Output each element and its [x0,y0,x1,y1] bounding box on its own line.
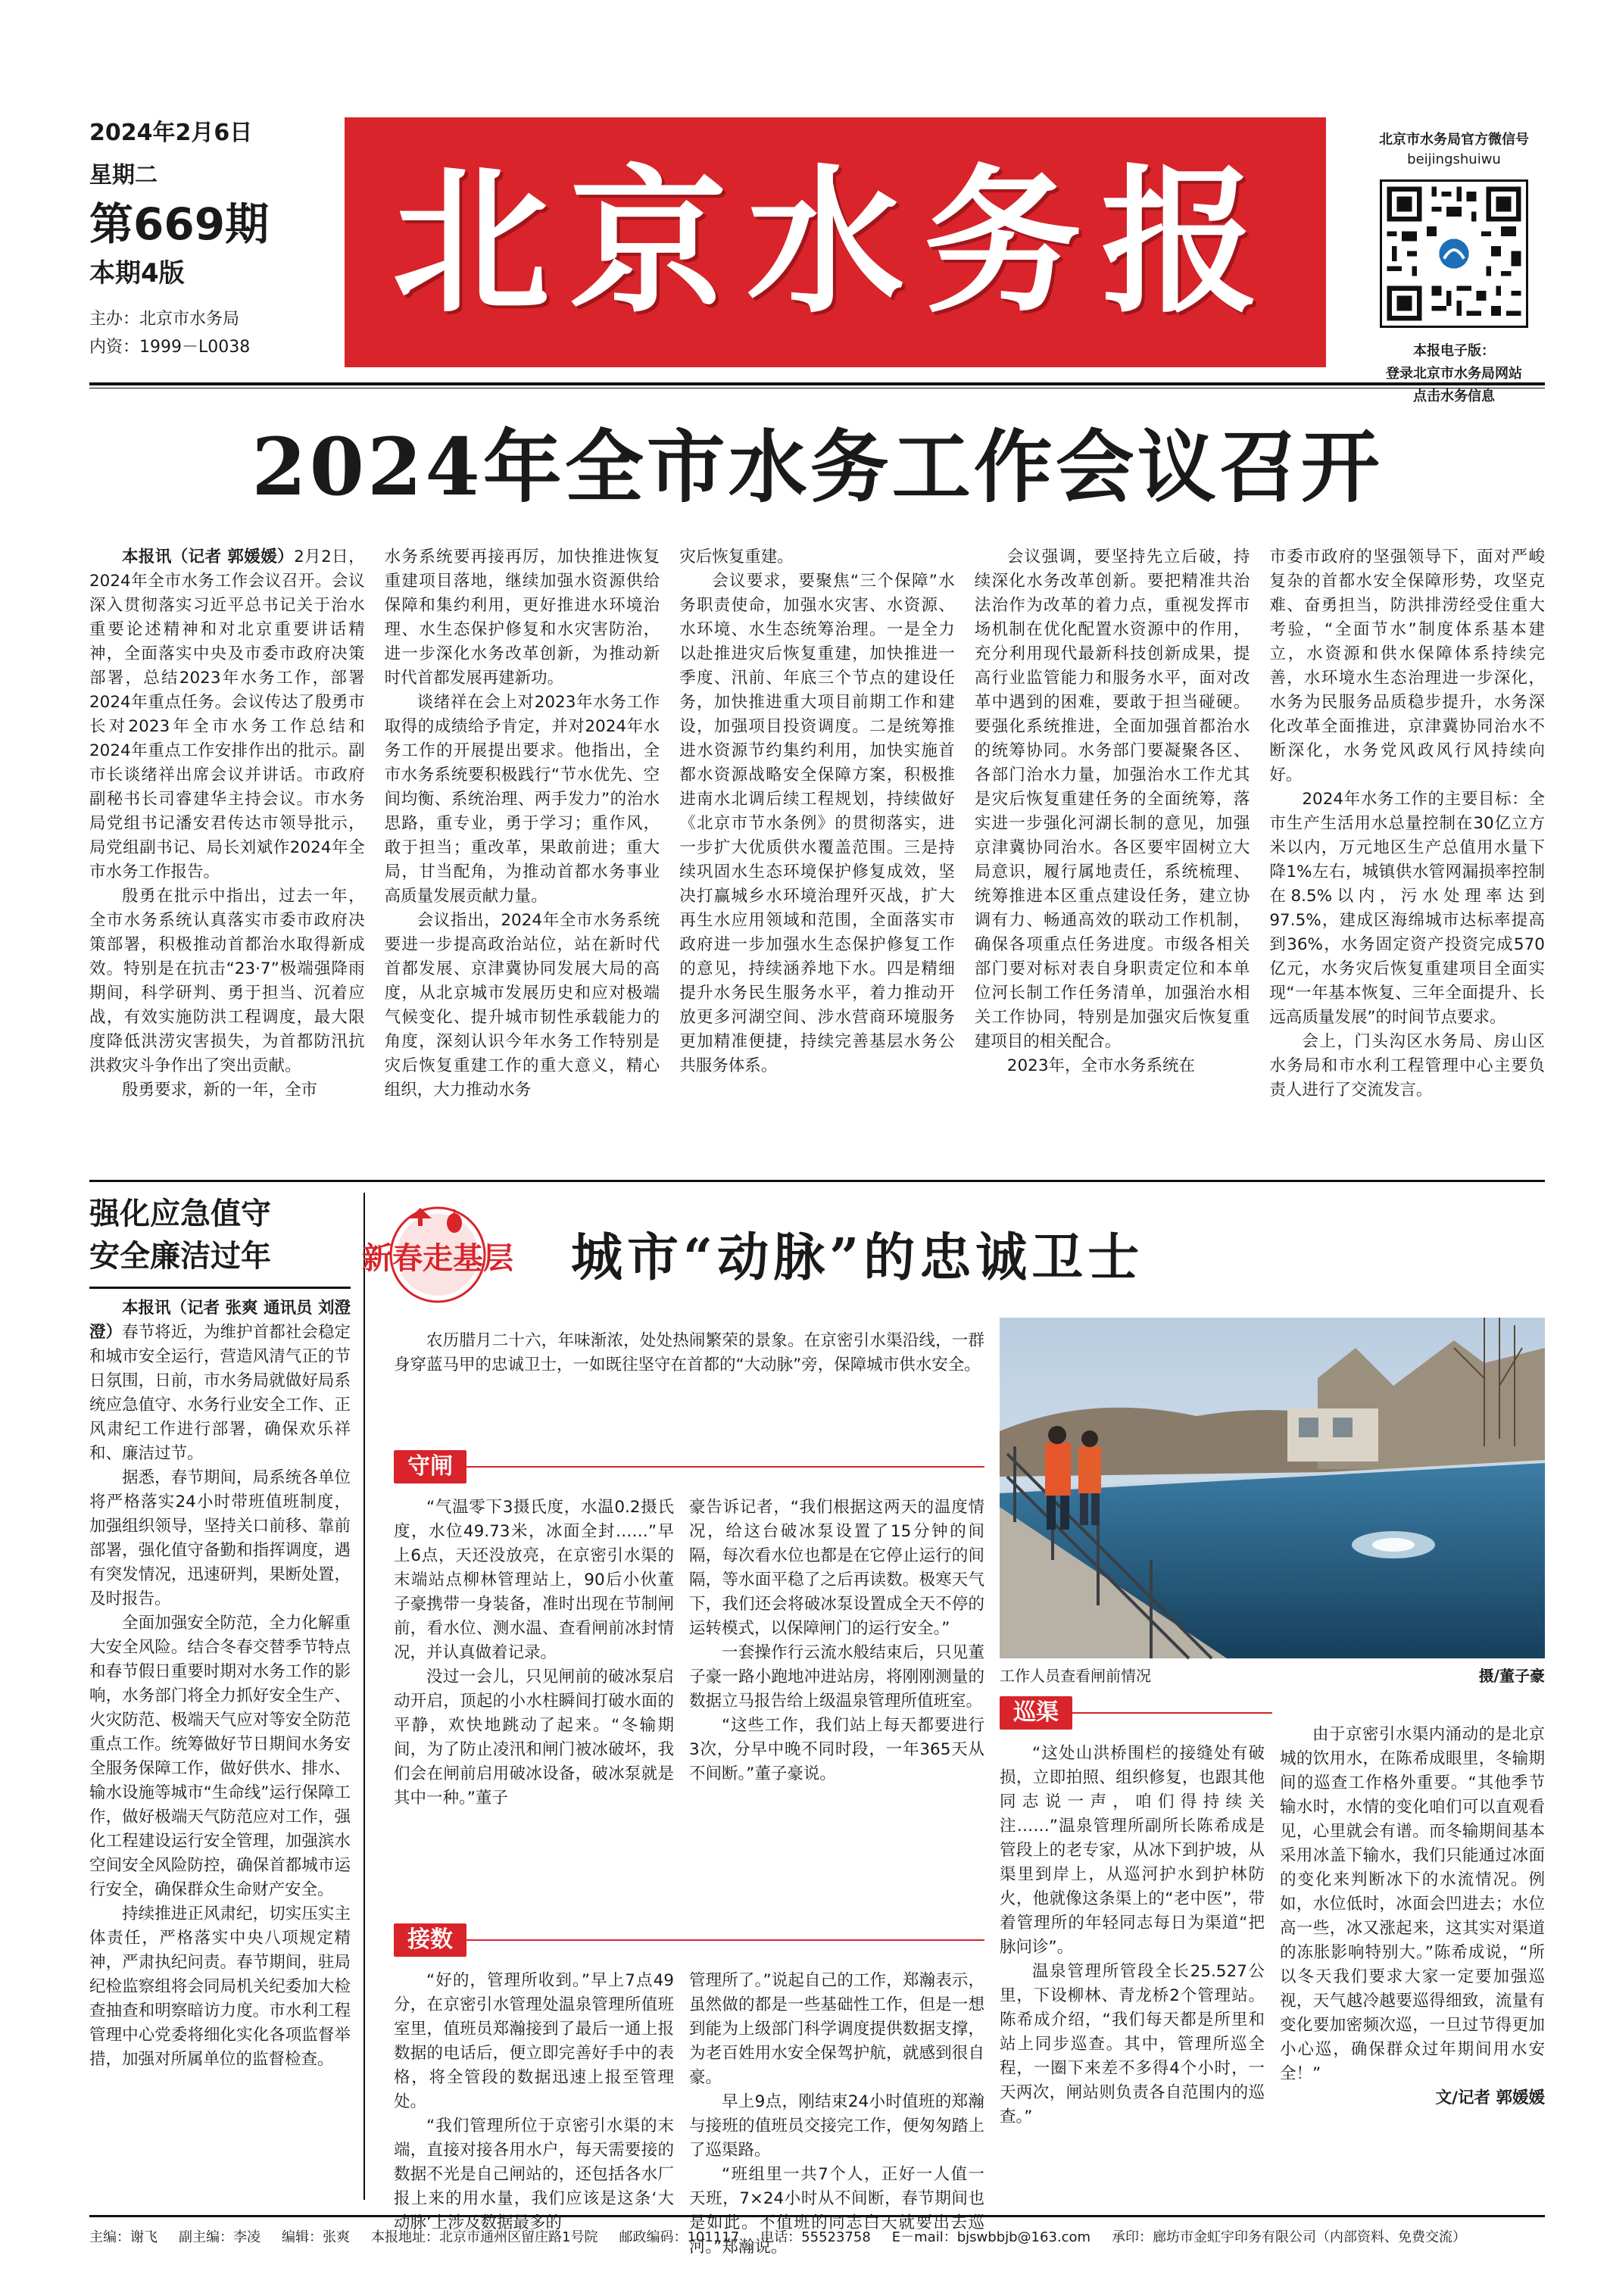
wechat-label: 北京市水务局官方微信号 [1379,132,1529,148]
epaper-hint-1: 登录北京市水务局网站 [1386,366,1522,382]
shouzha-column-a [394,1496,674,1920]
footer [89,2215,1545,2246]
lead-paragraph: 2023年，全市水务系统在 [1006,1056,1195,1075]
photo-caption-row [1000,1664,1545,1686]
feature-signature: 文/记者 郭媛媛 [1435,2089,1545,2107]
section-tag-xunqu [1000,1696,1272,1730]
lead-column-5 [1269,545,1545,1174]
lead-column-4 [975,545,1250,1174]
shouzha-column-b [689,1496,984,1920]
lead-paragraph: 会议要求，要聚焦“三个保障”水务职责使命，加强水灾害、水资源、水环境、水生态统筹治理。一是全力以赴推进灾后恢复重建，加快推进一季度、汛前、年底三个节点的建设任务，加快推进重大项目前期工作和建设，加强项目投资调度。二是统筹推进水资源节约集约利用，加快实施首都水资源战略安全保障方案，积极推进南水北调后续工程规划，持续做好《北京市节水条例》的贯彻落实，进一步扩大优质供水覆盖范围。三是持续巩固水生态环境保护修复成效，坚决打赢城乡水环境治理歼灭战，扩大再生水应用领域和范围，全面落实市政府进一步加强水生态保护修复工作的意见，持续涵养地下水。四是精细提升水务民生服务水平，着力推动开放更多河湖空间、涉水营商环境服务更加精准便捷，持续完善基层水务公共服务体系。 [679,572,955,1075]
jieshu-column-a [394,1969,674,2232]
feature-paragraph: 管理所了。”说起自己的工作，郑瀚表示，虽然做的都是一些基础性工作，但是一想到能为上级部门科学调度提供数据支撑，为老百姓用水安全保驾护航，就感到很自豪。 [689,1971,984,2087]
footer-address: 本报地址：北京市通州区留庄路1号院 [371,2229,598,2245]
lead-paragraph: 2024年水务工作的主要目标：全市生产生活用水总量控制在30亿立方米以内，万元地区生产总值用水量下降1%左右，城镇供水管网漏损率控制在8.5%以内，污水处理率达到97.5%，建成区海绵城市达标率提高到36%，水务固定资产投资完成570亿元，水务灾后恢复重建项目全面实现“一年基本恢复、三年全面提升、长远高质量发展”的时间节点要求。 [1269,790,1545,1027]
badge-text: 新春走基层 [362,1240,513,1276]
side-article-title[interactable]: 强化应急值守 安全廉洁过年 [89,1193,351,1289]
masthead-rule [89,382,1545,385]
lead-paragraph: 市委市政府的坚强领导下，面对严峻复杂的首都水安全保障形势，攻坚克难、奋勇担当，防洪排涝经受住重大考验，“全面节水”制度体系基本建立，水资源和供水保障体系持续完善，水环境水生态治理进一步深化，水务为民服务品质稳步提升，水务深化改革全面推进，京津冀协同治水不断深化，水务党风政风行风持续向好。 [1269,547,1545,785]
feature-paragraph: “这处山洪桥围栏的接缝处有破损，立即拍照、组织修复，也跟其他同志说一声，咱们得持续关注……”温泉管理所副所长陈希成是管段上的老专家，从冰下到护坡，从渠里到岸上，从巡河护水到护林防火，他就像这条渠上的“老中医”，带着管理所的年轻同志每日为渠道“把脉问诊”。 [1000,1744,1265,1957]
lead-column-1 [89,545,365,1174]
footer-deputy: 副主编：李凌 [179,2229,261,2245]
lead-paragraph: 会议指出，2024年全市水务系统要进一步提高政治站位，站在新时代首都发展、京津冀协同发展大局的高度，从北京城市发展历史和应对极端气候变化、提升城市韧性承载能力的角度，深刻认识今年水务工作特别是灾后恢复重建工作的重大意义，精心组织，大力推动水务 [384,911,660,1100]
side-paragraph: 全面加强安全防范，全力化解重大安全风险。结合冬春交替季节特点和春节假日重要时期对水务工作的影响，水务部门将全力抓好安全生产、火灾防范、极端天气应对等安全防范重点工作。统筹做好节日期间水务安全服务保障工作，做好供水、排水、输水设施等城市“生命线”运行保障工作，做好极端天气防范应对工作，强化工程建设运行安全管理，加强滨水空间安全风险防控，确保首都城市运行安全，确保群众生命财产安全。 [89,1614,351,1899]
xunqu-column-b [1280,1723,1545,2196]
lead-column-3 [679,545,955,1174]
footer-editor: 编辑：张爽 [282,2229,350,2245]
lead-byline: 本报讯（记者 郭媛媛） [122,547,295,566]
side-article-body [89,1296,351,2072]
section-label: 巡渠 [1000,1696,1072,1730]
lead-paragraph: 水务系统要再接再厉，加快推进恢复重建项目落地，继续加强水资源供给保障和集约利用，更好推进水环境治理、水生态保护修复和水灾害防治，进一步深化水务改革创新，为推动新时代首都发展再建新功。 [384,547,660,688]
feature-paragraph: 早上9点，刚结束24小时值班的郑瀚与接班的值班员交接完工作，便匆匆踏上了巡渠路。 [689,2092,984,2160]
section-tag-shouzha [394,1450,984,1483]
footer-email[interactable]: E－mail：bjswbbjb@163.com [891,2229,1091,2245]
nameplate-banner [345,117,1326,367]
xinchun-badge-icon [362,1193,553,1314]
feature-paragraph: “班组里一共7个人，正好一人值一天班，7×24小时从不间断，春节期间也是如此。不值班的同志白天就要出去巡河。”郑瀚说。 [689,2165,984,2257]
footer-postcode: 邮政编码：101117 [619,2229,740,2245]
nameplate: 北京水务报 [392,150,1278,335]
feature-intro: 农历腊月二十六，年味渐浓，处处热闹繁荣的景象。在京密引水渠沿线，一群身穿蓝马甲的忠诚卫士，一如既往坚守在首都的“大动脉”旁，保障城市供水安全。 [394,1331,984,1374]
issue-weekday: 星期二 [89,162,158,189]
section-label: 接数 [394,1923,466,1957]
feature-paragraph: 一套操作行云流水般结束后，只见董子豪一路小跑地冲进站房，将刚刚测量的数据立马报告给上级温泉管理所值班室。 [689,1643,984,1711]
lead-article [89,545,1545,1174]
footer-phone: 电话：55523758 [760,2229,871,2245]
lead-paragraph: 会上，门头沟区水务局、房山区水务局和市水利工程管理中心主要负责人进行了交流发言。 [1269,1032,1545,1100]
footer-editor-in-chief: 主编：谢飞 [89,2229,158,2245]
side-article [89,1193,351,2200]
feature-paragraph: 没过一会儿，只见闸前的破冰泵启动开启，顶起的小水柱瞬间打破水面的平静，欢快地跳动了起来。“冬输期间，为了防止凌汛和闸门被冰破坏，我们会在闸前启用破冰设备，破冰泵就是其中一种。”董子 [394,1667,674,1808]
feature-paragraph: “气温零下3摄氏度，水温0.2摄氏度，水位49.73米，冰面全封……”早上6点，天还没放亮，在京密引水渠的末端站点柳林管理站上，90后小伙董子豪携带一身装备，准时出现在节制闸前，看水位、测水温、查看闸前冰封情况，并认真做着记录。 [394,1498,674,1662]
side-paragraph: 据悉，春节期间，局系统各单位将严格落实24小时带班值班制度，加强组织领导，坚持关口前移、靠前部署，强化值守备勤和指挥调度，遇有突发情况，迅速研判，果断处置，及时报告。 [89,1468,351,1608]
masthead-info [89,114,332,357]
canal-photo [1000,1318,1545,1658]
lead-headline[interactable]: 2024年全市水务工作会议召开 [251,420,1383,513]
footer-printer: 承印：廊坊市金虹宇印务有限公司（内部资料、免费交流） [1112,2229,1467,2245]
wechat-block [1340,129,1568,405]
lead-paragraph: 本报讯（记者 郭媛媛）2月2日，2024年全市水务工作会议召开。会议深入贯彻落实习近平总书记关于治水重要论述精神和对北京重要讲话精神，全面落实中央及市委市政府决策部署，总结2023年水务工作，部署2024年重点任务。会议传达了殷勇市长对2023年全市水务工作总结和2024年重点工作安排作出的批示。副市长谈绪祥出席会议并讲话。市政府副秘书长司睿建华主持会议。市水务局党组书记潘安君传达市领导批示，局党组副书记、局长刘斌作2024年全市水务工作报告。 [89,547,365,881]
section-tag-jieshu [394,1923,984,1957]
feature-paragraph: “好的，管理所收到。”早上7点49分，在京密引水管理处温泉管理所值班室里，值班员郑瀚接到了最后一通上报数据的电话后，便立即完善好手中的表格，将全管段的数据迅速上报至管理处。 [394,1971,674,2111]
lead-paragraph: 会议强调，要坚持先立后破，持续深化水务改革创新。要把精准共治法治作为改革的着力点，重视发挥市场机制在优化配置水资源中的作用，充分利用现代最新科技创新成果，提高行业监管能力和服务水平，面对改革中遇到的困难，要敢于担当碰硬。要强化系统推进，全面加强首都治水的统筹协同。水务部门要凝聚各区、各部门治水力量，加强治水工作尤其是灾后恢复重建任务的全面统筹，落实进一步强化河湖长制的意见，加强京津冀协同治水。各区要牢固树立大局意识，履行属地责任，系统梳理、统筹推进本区重点建设任务，建立协调有力、畅通高效的联动工作机制，确保各项重点任务进度。市级各相关部门要对标对表自身职责定位和本单位河长制工作任务清单，加强治水相关工作协同，特别是加强灾后恢复重建项目的相关配合。 [974,547,1250,1051]
photo-caption: 工作人员查看闸前情况 [1000,1667,1151,1685]
feature-paragraph: 温泉管理所管段全长25.527公里，下设柳林、青龙桥2个管理站。陈希成介绍，“我们每天都是所里和站上同步巡查。其中，管理所巡全程，一圈下来差不多得4个小时，一天两次，闸站则负责各自范围内的巡查。” [1000,1962,1265,2126]
qr-code-icon[interactable] [1380,179,1528,328]
side-paragraph: 本报讯（记者 张爽 通讯员 刘澄澄）春节将近，为维护首都社会稳定和城市安全运行，营造风清气正的节日氛围，日前，市水务局就做好局系统应急值守、水务行业安全工作、正风肃纪工作进行部署，确保欢乐祥和、廉洁过节。 [89,1299,351,1463]
registration-number: 内资：1999－L0038 [89,337,251,357]
section-divider [89,1180,1545,1182]
feature-paragraph: “我们管理所位于京密引水渠的末端，直接对接各用水户，每天需要接的数据不光是自己闸站的，还包括各水厂报上来的用水量，我们应该是这条‘大动脉’上涉及数据最多的 [394,2117,674,2232]
column-divider [363,1193,365,2200]
side-byline: 本报讯（记者 张爽 通讯员 刘澄澄） [89,1299,351,1342]
lead-paragraph: 谈绪祥在会上对2023年水务工作取得的成绩给予肯定，并对2024年水务工作的开展提出要求。他指出，全市水务系统要积极践行“节水优先、空间均衡、系统治理、两手发力”的治水思路，重专业，勇于学习；重作风，敢于担当；重改革，果敢前进；重大局，甘当配角，为推动首都水务事业高质量发展贡献力量。 [384,693,660,906]
section-label: 守闸 [394,1450,466,1483]
feature-header [553,1193,1537,1314]
feature-paragraph: 豪告诉记者，“我们根据这两天的温度情况，给这台破冰泵设置了15分钟的间隔，每次看水位也都是在它停止运行的间隔，等水面平稳了之后再读数。极寒天气下，我们还会将破冰泵设置成全天不停的运转模式，以保障闸门的运行安全。” [689,1498,984,1638]
issue-number: 第669期 [89,198,270,250]
feature-paragraph: 由于京密引水渠内涌动的是北京城的饮用水，在陈希成眼里，冬输期间的巡查工作格外重要。“其他季节输水时，水情的变化咱们可以直观看见，心里就会有谱。而冬输期间基本采用冰盖下输水，我们只能通过冰面的变化来判断冰下的水流情况。例如，水位低时，冰面会凹进去；水位高一些，冰又涨起来，这其实对渠道的冻胀影响特别大。”陈希成说，“所以冬天我们要求大家一定要加强巡视，天气越冷越要巡得细致，流量有变化要加密频次巡，一旦过节得更加小心巡，确保群众过年期间用水安全！” [1280,1725,1545,2083]
photo-credit: 摄/董子豪 [1478,1667,1545,1685]
epaper-hint-2: 点击水务信息 [1413,388,1495,404]
wechat-id: beijingshuiwu [1407,151,1501,167]
lead-column-2 [385,545,660,1174]
feature-title[interactable]: 城市“动脉”的忠诚卫士 [571,1227,1144,1288]
side-paragraph: 持续推进正风肃纪，切实压实主体责任，严格落实中央八项规定精神，严肃执纪问责。春节期间，驻局纪检监察组将会同局机关纪委加大检查抽查和明察暗访力度。市水利工程管理中心党委将细化实化各项监督举措，加强对所属单位的监督检查。 [89,1904,351,2069]
epaper-label: 本报电子版： [1413,343,1495,359]
sponsor: 主办：北京市水务局 [89,309,240,329]
lead-paragraph: 殷勇要求，新的一年，全市 [122,1081,318,1100]
lead-paragraph: 灾后恢复重建。 [679,547,794,566]
xunqu-column-a [1000,1742,1265,2196]
page-count: 本期4版 [89,257,185,289]
feature-paragraph: “这些工作，我们站上每天都要进行3次，分早中晚不同时段，一年365天从不间断。”董子豪说。 [689,1716,984,1783]
issue-date: 2024年2月6日 [89,120,253,146]
lead-paragraph: 殷勇在批示中指出，过去一年，全市水务系统认真落实市委市政府决策部署，积极推动首都治水取得新成效。特别是在抗击“23·7”极端强降雨期间，科学研判、勇于担当、沉着应战，有效实施防洪工程调度，最大限度降低洪涝灾害损失，为首都防汛抗洪救灾斗争作出了突出贡献。 [89,887,365,1075]
